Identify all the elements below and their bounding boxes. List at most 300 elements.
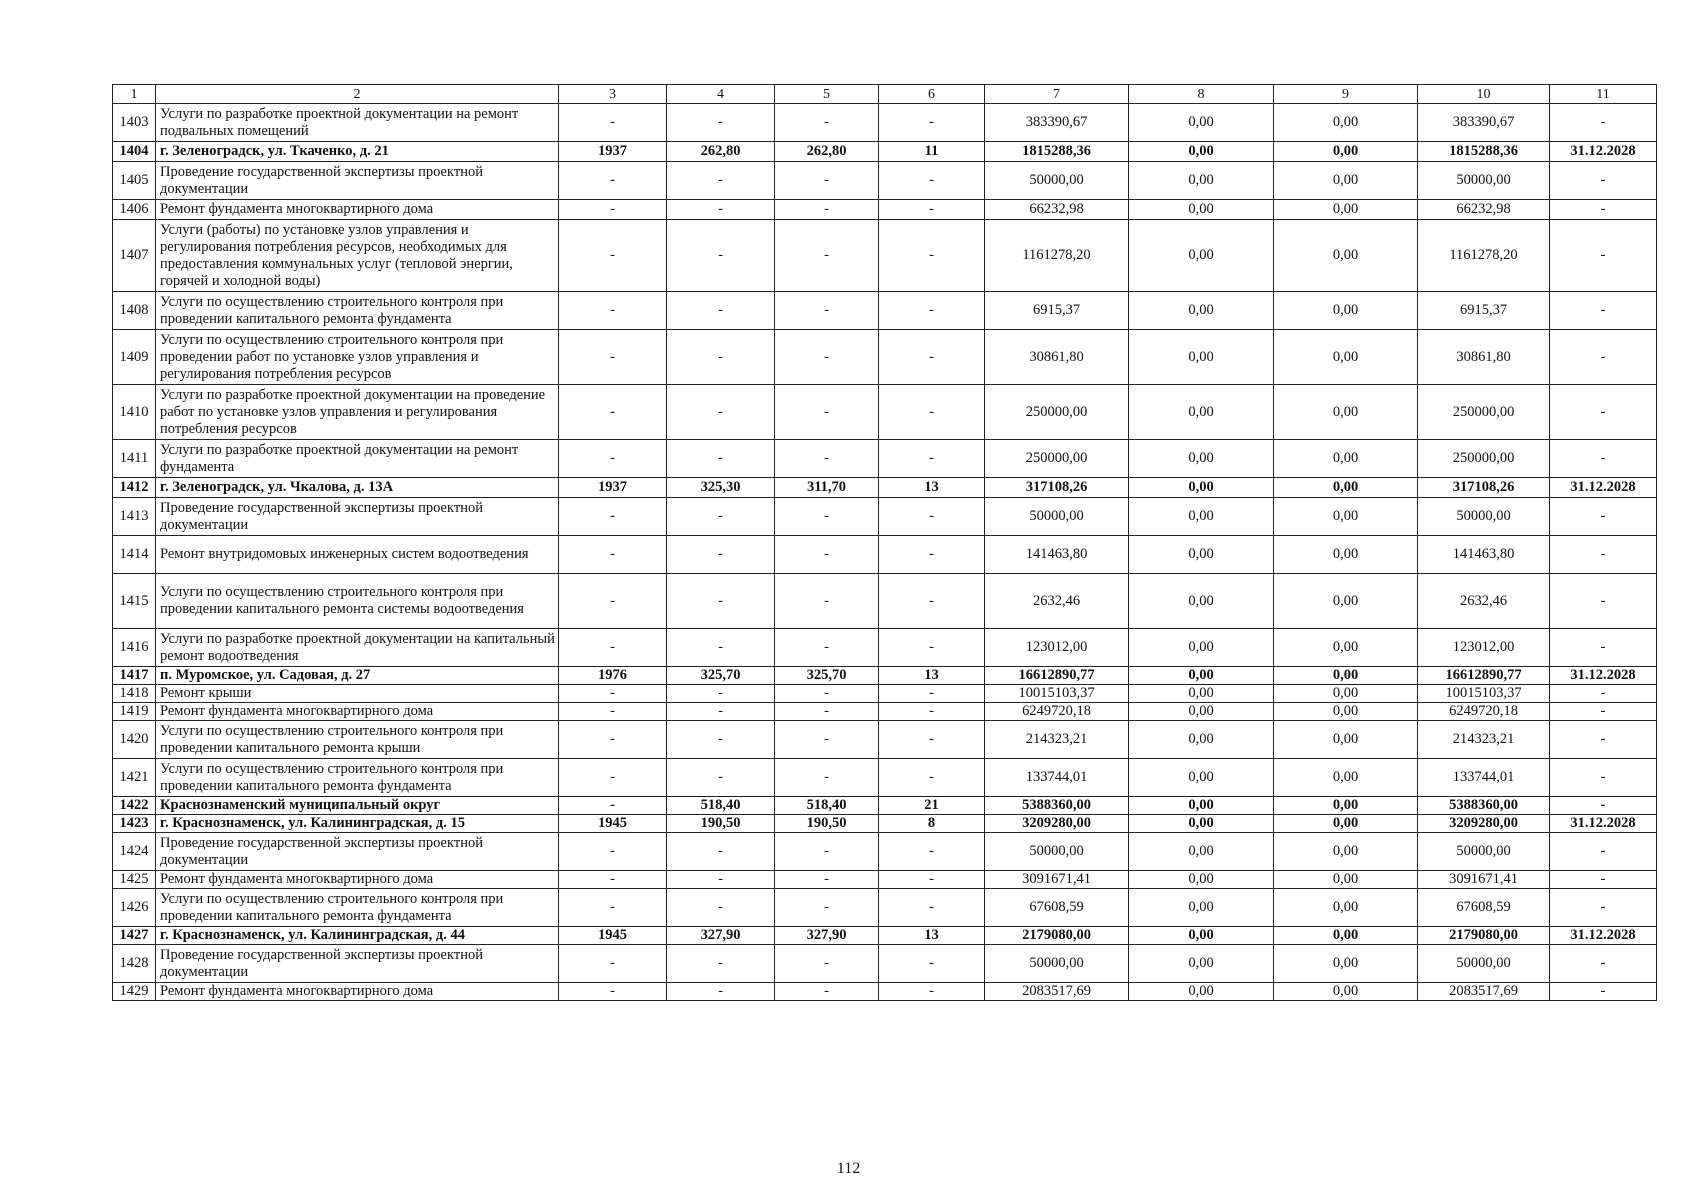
row-col-6: - [879,833,985,871]
row-col-11: - [1550,703,1657,721]
row-number: 1409 [113,330,156,385]
row-col-7: 2179080,00 [985,927,1129,945]
table-row [113,833,1657,871]
row-description: Услуги по осуществлению строительного контроля при проведении капитального ремонта фундамента [156,889,559,927]
row-col-8: 0,00 [1129,983,1274,1001]
row-col-9: 0,00 [1274,142,1418,162]
row-col-7: 16612890,77 [985,667,1129,685]
row-col-3: 1945 [559,815,667,833]
row-col-9: 0,00 [1274,330,1418,385]
row-description: Ремонт фундамента многоквартирного дома [156,871,559,889]
row-col-6: - [879,330,985,385]
row-col-11: - [1550,721,1657,759]
table-row [113,478,1657,498]
row-col-7: 6249720,18 [985,703,1129,721]
row-col-3: - [559,889,667,927]
row-col-5: - [775,498,879,536]
row-col-9: 0,00 [1274,162,1418,200]
table-row [113,815,1657,833]
row-col-4: - [667,629,775,667]
row-col-9: 0,00 [1274,927,1418,945]
row-col-5: - [775,759,879,797]
row-col-5: - [775,685,879,703]
row-col-8: 0,00 [1129,440,1274,478]
row-col-5: 325,70 [775,667,879,685]
row-col-6: - [879,889,985,927]
row-col-5: - [775,536,879,574]
row-col-7: 3209280,00 [985,815,1129,833]
row-col-10: 317108,26 [1418,478,1550,498]
row-description: Услуги по осуществлению строительного контроля при проведении капитального ремонта крыши [156,721,559,759]
row-col-3: - [559,498,667,536]
row-col-3: - [559,629,667,667]
row-col-10: 383390,67 [1418,104,1550,142]
row-col-9: 0,00 [1274,385,1418,440]
row-col-5: - [775,889,879,927]
row-col-8: 0,00 [1129,759,1274,797]
row-col-9: 0,00 [1274,703,1418,721]
row-description: Ремонт крыши [156,685,559,703]
row-description: Проведение государственной экспертизы проектной документации [156,498,559,536]
row-col-11: - [1550,833,1657,871]
row-col-4: - [667,889,775,927]
row-col-6: - [879,220,985,292]
row-col-7: 1815288,36 [985,142,1129,162]
row-col-8: 0,00 [1129,200,1274,220]
row-col-10: 250000,00 [1418,440,1550,478]
row-number: 1405 [113,162,156,200]
row-description: Ремонт внутридомовых инженерных систем водоотведения [156,536,559,574]
row-col-6: - [879,440,985,478]
column-header: 2 [156,85,559,104]
row-col-11: - [1550,536,1657,574]
row-col-8: 0,00 [1129,220,1274,292]
row-description: Услуги по разработке проектной документации на проведение работ по установке узлов управления и регулирования потребления ресурсов [156,385,559,440]
row-col-5: - [775,574,879,629]
row-description: Услуги по осуществлению строительного контроля при проведении капитального ремонта системы водоотведения [156,574,559,629]
row-col-8: 0,00 [1129,721,1274,759]
row-col-10: 50000,00 [1418,498,1550,536]
row-col-6: - [879,721,985,759]
row-col-3: - [559,292,667,330]
row-description: Услуги (работы) по установке узлов управления и регулирования потребления ресурсов, необходимых для предоставления коммунальных услуг (тепловой энергии, горячей и холодной воды) [156,220,559,292]
table-row [113,440,1657,478]
row-col-5: - [775,440,879,478]
table-row [113,536,1657,574]
row-col-3: - [559,574,667,629]
row-number: 1418 [113,685,156,703]
row-number: 1411 [113,440,156,478]
row-col-5: 311,70 [775,478,879,498]
row-col-10: 67608,59 [1418,889,1550,927]
row-col-5: - [775,330,879,385]
table-row [113,292,1657,330]
row-col-10: 50000,00 [1418,833,1550,871]
row-number: 1427 [113,927,156,945]
row-col-10: 123012,00 [1418,629,1550,667]
row-col-9: 0,00 [1274,478,1418,498]
row-col-4: - [667,983,775,1001]
row-col-3: 1937 [559,142,667,162]
row-number: 1412 [113,478,156,498]
row-col-6: - [879,685,985,703]
row-col-4: 190,50 [667,815,775,833]
row-description: г. Краснознаменск, ул. Калининградская, д. 15 [156,815,559,833]
row-col-4: - [667,574,775,629]
row-col-9: 0,00 [1274,797,1418,815]
row-col-11: - [1550,200,1657,220]
row-col-6: 11 [879,142,985,162]
row-col-6: - [879,498,985,536]
column-header: 3 [559,85,667,104]
row-col-5: - [775,703,879,721]
row-description: Услуги по разработке проектной документации на ремонт подвальных помещений [156,104,559,142]
row-description: п. Муромское, ул. Садовая, д. 27 [156,667,559,685]
row-col-11: - [1550,440,1657,478]
row-col-3: - [559,385,667,440]
row-col-7: 123012,00 [985,629,1129,667]
row-col-10: 2179080,00 [1418,927,1550,945]
row-description: Проведение государственной экспертизы проектной документации [156,945,559,983]
row-col-5: - [775,220,879,292]
table-row [113,871,1657,889]
row-col-3: - [559,162,667,200]
row-col-9: 0,00 [1274,833,1418,871]
column-header: 4 [667,85,775,104]
row-col-4: - [667,703,775,721]
row-col-7: 2632,46 [985,574,1129,629]
row-col-11: - [1550,759,1657,797]
row-col-7: 214323,21 [985,721,1129,759]
column-header: 1 [113,85,156,104]
row-description: г. Краснознаменск, ул. Калининградская, д. 44 [156,927,559,945]
row-col-10: 16612890,77 [1418,667,1550,685]
row-col-3: - [559,330,667,385]
row-col-6: - [879,759,985,797]
row-col-8: 0,00 [1129,330,1274,385]
row-col-7: 50000,00 [985,833,1129,871]
table-row [113,927,1657,945]
row-col-7: 50000,00 [985,162,1129,200]
row-col-10: 50000,00 [1418,162,1550,200]
row-col-9: 0,00 [1274,721,1418,759]
row-col-11: 31.12.2028 [1550,815,1657,833]
row-col-5: - [775,200,879,220]
row-col-9: 0,00 [1274,983,1418,1001]
row-col-8: 0,00 [1129,104,1274,142]
row-col-5: 518,40 [775,797,879,815]
row-col-10: 3209280,00 [1418,815,1550,833]
row-number: 1426 [113,889,156,927]
row-number: 1408 [113,292,156,330]
row-col-10: 141463,80 [1418,536,1550,574]
row-col-10: 6915,37 [1418,292,1550,330]
row-col-10: 3091671,41 [1418,871,1550,889]
column-header: 7 [985,85,1129,104]
row-number: 1424 [113,833,156,871]
row-col-4: 262,80 [667,142,775,162]
row-col-9: 0,00 [1274,871,1418,889]
row-col-7: 5388360,00 [985,797,1129,815]
row-col-8: 0,00 [1129,889,1274,927]
row-col-4: - [667,721,775,759]
table-row [113,797,1657,815]
row-col-7: 10015103,37 [985,685,1129,703]
row-col-6: 21 [879,797,985,815]
row-col-6: 8 [879,815,985,833]
row-col-4: - [667,330,775,385]
row-col-11: - [1550,292,1657,330]
row-col-3: - [559,797,667,815]
row-col-5: 327,90 [775,927,879,945]
row-col-3: - [559,759,667,797]
row-col-5: - [775,721,879,759]
row-col-4: 518,40 [667,797,775,815]
row-number: 1416 [113,629,156,667]
table-row [113,220,1657,292]
row-col-5: 262,80 [775,142,879,162]
row-col-6: - [879,574,985,629]
row-number: 1407 [113,220,156,292]
row-col-7: 317108,26 [985,478,1129,498]
document-table-wrapper [112,84,1656,1001]
row-col-5: - [775,983,879,1001]
row-col-6: - [879,200,985,220]
row-col-8: 0,00 [1129,945,1274,983]
capital-repair-table [112,84,1657,1001]
row-col-3: - [559,200,667,220]
row-col-10: 6249720,18 [1418,703,1550,721]
table-row [113,703,1657,721]
column-header: 6 [879,85,985,104]
row-col-10: 133744,01 [1418,759,1550,797]
row-description: Услуги по осуществлению строительного контроля при проведении капитального ремонта фундамента [156,759,559,797]
row-col-4: - [667,685,775,703]
row-description: Услуги по разработке проектной документации на ремонт фундамента [156,440,559,478]
row-col-6: - [879,162,985,200]
row-col-9: 0,00 [1274,889,1418,927]
row-col-3: - [559,833,667,871]
row-col-5: - [775,385,879,440]
row-col-11: 31.12.2028 [1550,142,1657,162]
row-description: Услуги по осуществлению строительного контроля при проведении работ по установке узлов управления и регулирования потребления ресурсов [156,330,559,385]
row-col-4: 325,70 [667,667,775,685]
table-row [113,685,1657,703]
row-col-8: 0,00 [1129,815,1274,833]
row-col-5: - [775,629,879,667]
row-col-9: 0,00 [1274,498,1418,536]
row-col-6: - [879,385,985,440]
row-col-3: - [559,945,667,983]
row-col-10: 50000,00 [1418,945,1550,983]
row-col-10: 10015103,37 [1418,685,1550,703]
row-col-4: - [667,220,775,292]
column-header: 11 [1550,85,1657,104]
row-col-4: - [667,385,775,440]
row-col-9: 0,00 [1274,220,1418,292]
row-col-4: 327,90 [667,927,775,945]
table-row [113,104,1657,142]
row-col-7: 1161278,20 [985,220,1129,292]
row-number: 1422 [113,797,156,815]
row-col-5: - [775,104,879,142]
row-col-8: 0,00 [1129,629,1274,667]
row-number: 1423 [113,815,156,833]
row-col-9: 0,00 [1274,292,1418,330]
row-col-7: 250000,00 [985,440,1129,478]
row-number: 1428 [113,945,156,983]
table-row [113,945,1657,983]
row-col-9: 0,00 [1274,629,1418,667]
column-number-header [113,85,1657,104]
row-col-8: 0,00 [1129,667,1274,685]
row-col-7: 30861,80 [985,330,1129,385]
row-col-10: 2083517,69 [1418,983,1550,1001]
row-col-3: - [559,440,667,478]
table-row [113,200,1657,220]
row-col-7: 383390,67 [985,104,1129,142]
row-col-6: - [879,104,985,142]
table-row [113,667,1657,685]
row-col-4: - [667,200,775,220]
row-col-4: - [667,536,775,574]
row-number: 1429 [113,983,156,1001]
row-col-5: 190,50 [775,815,879,833]
row-col-7: 6915,37 [985,292,1129,330]
row-col-8: 0,00 [1129,833,1274,871]
row-col-10: 2632,46 [1418,574,1550,629]
row-col-5: - [775,871,879,889]
row-number: 1419 [113,703,156,721]
row-col-3: - [559,983,667,1001]
row-col-3: - [559,685,667,703]
row-col-6: 13 [879,927,985,945]
row-number: 1421 [113,759,156,797]
row-col-6: - [879,629,985,667]
row-col-7: 141463,80 [985,536,1129,574]
table-row [113,721,1657,759]
row-col-10: 66232,98 [1418,200,1550,220]
row-col-4: - [667,945,775,983]
row-col-11: - [1550,871,1657,889]
row-col-9: 0,00 [1274,685,1418,703]
row-col-9: 0,00 [1274,945,1418,983]
row-col-5: - [775,162,879,200]
row-col-4: - [667,833,775,871]
row-col-4: - [667,759,775,797]
row-col-11: - [1550,889,1657,927]
table-row [113,142,1657,162]
row-col-3: - [559,104,667,142]
row-col-10: 5388360,00 [1418,797,1550,815]
row-col-5: - [775,945,879,983]
row-description: Ремонт фундамента многоквартирного дома [156,200,559,220]
column-header: 10 [1418,85,1550,104]
row-col-6: 13 [879,478,985,498]
row-col-8: 0,00 [1129,574,1274,629]
table-row [113,889,1657,927]
row-col-8: 0,00 [1129,162,1274,200]
row-col-9: 0,00 [1274,200,1418,220]
row-col-8: 0,00 [1129,797,1274,815]
row-col-8: 0,00 [1129,703,1274,721]
row-col-4: - [667,440,775,478]
row-col-9: 0,00 [1274,440,1418,478]
row-col-11: - [1550,983,1657,1001]
row-description: Ремонт фундамента многоквартирного дома [156,703,559,721]
row-col-11: 31.12.2028 [1550,478,1657,498]
row-col-4: - [667,104,775,142]
column-header: 5 [775,85,879,104]
row-col-9: 0,00 [1274,667,1418,685]
row-col-8: 0,00 [1129,385,1274,440]
row-col-8: 0,00 [1129,142,1274,162]
row-description: Услуги по разработке проектной документации на капитальный ремонт водоотведения [156,629,559,667]
row-col-11: 31.12.2028 [1550,927,1657,945]
row-col-3: - [559,536,667,574]
table-row [113,759,1657,797]
row-col-11: 31.12.2028 [1550,667,1657,685]
row-col-8: 0,00 [1129,478,1274,498]
row-number: 1415 [113,574,156,629]
row-col-3: 1976 [559,667,667,685]
row-col-7: 3091671,41 [985,871,1129,889]
row-col-3: 1937 [559,478,667,498]
table-row [113,330,1657,385]
row-number: 1413 [113,498,156,536]
row-col-7: 133744,01 [985,759,1129,797]
row-col-7: 50000,00 [985,945,1129,983]
row-col-8: 0,00 [1129,927,1274,945]
row-col-6: - [879,871,985,889]
row-description: г. Зеленоградск, ул. Ткаченко, д. 21 [156,142,559,162]
row-col-4: - [667,292,775,330]
row-col-3: - [559,871,667,889]
row-col-9: 0,00 [1274,574,1418,629]
table-row [113,983,1657,1001]
row-col-10: 1161278,20 [1418,220,1550,292]
row-col-7: 250000,00 [985,385,1129,440]
row-col-11: - [1550,385,1657,440]
row-col-3: 1945 [559,927,667,945]
row-col-4: 325,30 [667,478,775,498]
row-col-11: - [1550,220,1657,292]
row-col-4: - [667,162,775,200]
row-col-10: 1815288,36 [1418,142,1550,162]
table-row [113,574,1657,629]
row-col-11: - [1550,629,1657,667]
row-number: 1406 [113,200,156,220]
row-description: г. Зеленоградск, ул. Чкалова, д. 13А [156,478,559,498]
row-col-5: - [775,292,879,330]
row-col-9: 0,00 [1274,759,1418,797]
row-col-7: 67608,59 [985,889,1129,927]
row-number: 1410 [113,385,156,440]
table-row [113,498,1657,536]
row-col-5: - [775,833,879,871]
table-body [113,104,1657,1001]
row-description: Краснознаменский муниципальный округ [156,797,559,815]
row-col-11: - [1550,330,1657,385]
row-col-6: - [879,703,985,721]
row-col-6: 13 [879,667,985,685]
row-number: 1417 [113,667,156,685]
row-col-4: - [667,871,775,889]
row-col-10: 30861,80 [1418,330,1550,385]
page-number: 112 [836,1160,861,1177]
row-col-3: - [559,721,667,759]
row-col-10: 250000,00 [1418,385,1550,440]
